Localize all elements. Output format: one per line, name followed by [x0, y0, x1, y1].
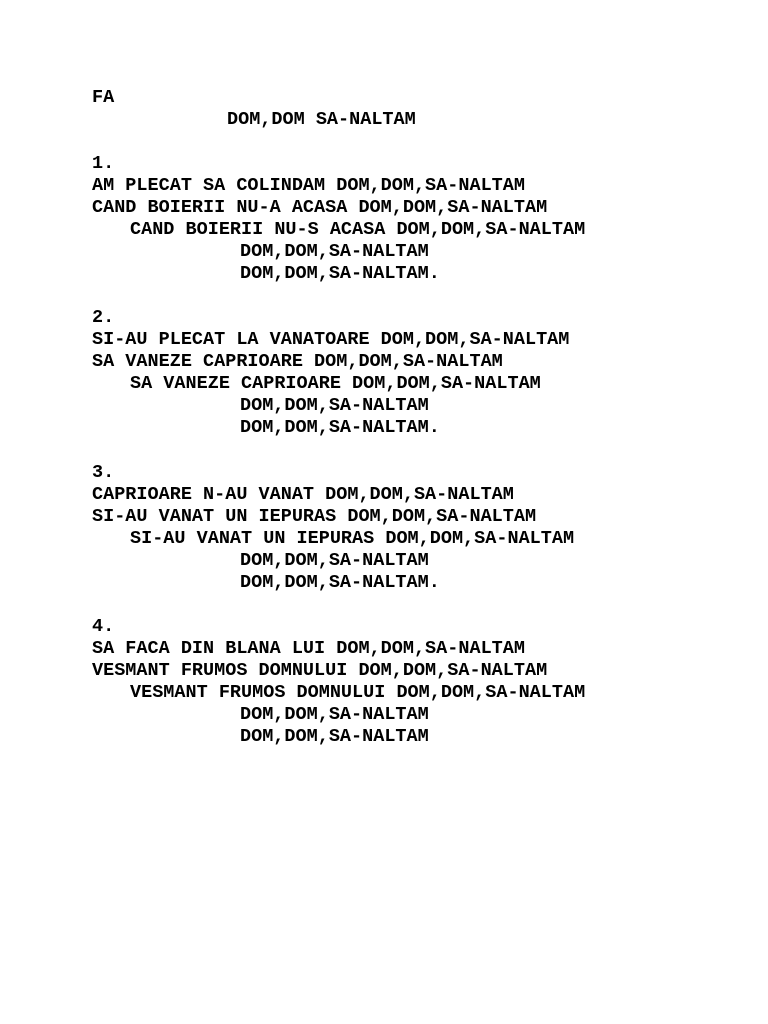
verse-line: VESMANT FRUMOS DOMNULUI DOM,DOM,SA-NALTAM	[92, 660, 548, 681]
refrain-line: DOM,DOM,SA-NALTAM	[240, 395, 429, 416]
refrain-line: DOM,DOM,SA-NALTAM.	[240, 263, 440, 284]
verse-number: 3.	[92, 462, 115, 483]
refrain-heading: DOM,DOM SA-NALTAM	[227, 109, 416, 130]
verse-number: 2.	[92, 307, 115, 328]
refrain-line: DOM,DOM,SA-NALTAM	[240, 550, 429, 571]
verse-line: SI-AU VANAT UN IEPURAS DOM,DOM,SA-NALTAM	[130, 528, 575, 549]
verse-line: SA FACA DIN BLANA LUI DOM,DOM,SA-NALTAM	[92, 638, 525, 659]
refrain-line: DOM,DOM,SA-NALTAM.	[240, 417, 440, 438]
verse-line: SA VANEZE CAPRIOARE DOM,DOM,SA-NALTAM	[130, 373, 541, 394]
refrain-line: DOM,DOM,SA-NALTAM	[240, 726, 429, 747]
verse-line: CAND BOIERII NU-A ACASA DOM,DOM,SA-NALTAM	[92, 197, 548, 218]
verse-number: 4.	[92, 616, 115, 637]
verse-line: CAPRIOARE N-AU VANAT DOM,DOM,SA-NALTAM	[92, 484, 514, 505]
verse-line: SA VANEZE CAPRIOARE DOM,DOM,SA-NALTAM	[92, 351, 503, 372]
verse-line: SI-AU VANAT UN IEPURAS DOM,DOM,SA-NALTAM	[92, 506, 537, 527]
key-label: FA	[92, 87, 115, 108]
refrain-line: DOM,DOM,SA-NALTAM.	[240, 572, 440, 593]
verse-line: SI-AU PLECAT LA VANATOARE DOM,DOM,SA-NALTAM	[92, 329, 570, 350]
verse-line: CAND BOIERII NU-S ACASA DOM,DOM,SA-NALTAM	[130, 219, 586, 240]
verse-line: AM PLECAT SA COLINDAM DOM,DOM,SA-NALTAM	[92, 175, 525, 196]
refrain-line: DOM,DOM,SA-NALTAM	[240, 241, 429, 262]
verse-number: 1.	[92, 153, 115, 174]
refrain-line: DOM,DOM,SA-NALTAM	[240, 704, 429, 725]
verse-line: VESMANT FRUMOS DOMNULUI DOM,DOM,SA-NALTAM	[130, 682, 586, 703]
